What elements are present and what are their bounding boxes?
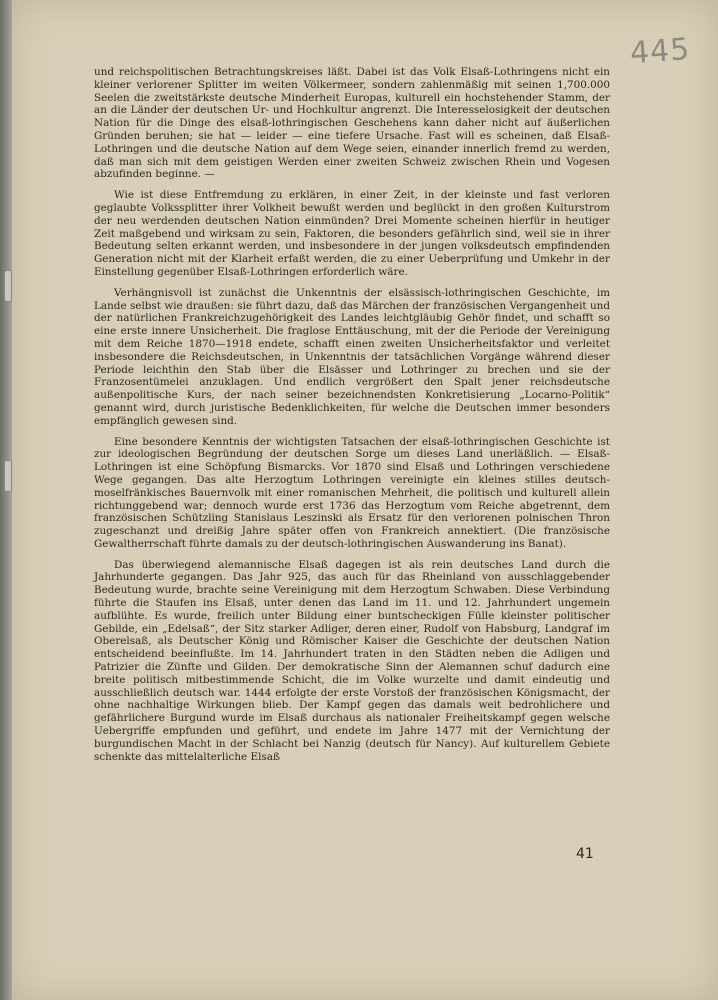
handwritten-number: 445 (628, 31, 692, 72)
page-number: 41 (576, 846, 594, 862)
binding-edge (0, 0, 12, 1000)
staple-top (4, 270, 12, 302)
staple-bottom (4, 460, 12, 492)
paragraph-3: Verhängnisvoll ist zunächst die Unkenntnis der elsässisch-lothringischen Geschichte, im Lande selbst wie draußen: sie führt dazu, daß das Märchen der französischen Vergangenheit und der natürlichen Frankreichzugehörigkeit des Landes leichtgläubig Gehör findet, und schafft so eine erste innere Unsicherheit. Die fraglose Enttäuschung, mit der die Periode der Vereinigung mit dem Reiche 1870—1918 endete, schafft einen zweiten Unsicherheitsfaktor und verleitet insbesondere die Reichsdeutschen, in Unkenntnis der tatsächlichen Vorgänge während dieser Periode leichthin den Stab über die Elsässer und Lothringer zu brechen und sie der Franzosentümelei anzuklagen. Und endlich vergrößert den Spalt jener reichsdeutsche außenpolitische Kurs, der nach seiner bezeichnendsten Konkretisierung „Locarno-Politik“ genannt wird, durch juristische Bedenklichkeiten, für welche die Deutschen immer besonders empfänglich gewesen sind. (94, 286, 610, 427)
paragraph-1: und reichspolitischen Betrachtungskreises läßt. Dabei ist das Volk Elsaß-Lothringens nicht ein kleiner verlorener Splitter im weiten Völkermeer, sondern zahlenmäßig mit seinen 1,700.000 Seelen die zweitstärkste deutsche Minderheit Europas, kulturell ein hochstehender Stamm, der an die Länder der deutschen Ur- und Hochkultur angrenzt. Die Interesselosigkeit der deutschen Nation für die Dinge des elsaß-lothringischen Geschehens kann daher nicht auf äußerlichen Gründen beruhen; sie hat — leider — eine tiefere Ursache. Fast will es scheinen, daß Elsaß-Lothringen und die deutsche Nation auf dem Wege seien, einander innerlich fremd zu werden, daß man sich mit dem geistigen Werden einer zweiten Schweiz zwischen Rhein und Vogesen abzufinden beginne. — (94, 66, 610, 181)
paragraph-4: Eine besondere Kenntnis der wichtigsten Tatsachen der elsaß-lothringischen Geschichte ist zur ideologischen Begründung der deutschen Sorge um dieses Land unerläßlich. — Elsaß-Lothringen ist eine Schöpfung Bismarcks. Vor 1870 sind Elsaß und Lothringen verschiedene Wege gegangen. Das alte Herzogtum Lothringen vereinigte ein kleines stilles deutsch-moselfränkisches Bauernvolk mit einer romanischen Mehrheit, die politisch und kulturell allein richtunggebend war; dennoch wurde erst 1736 das Herzogtum vom Reiche abgetrennt, dem französischen Schützling Stanislaus Leszinski als Ersatz für den verlorenen polnischen Thron zugeschanzt und dreißig Jahre später offen von Frankreich annektiert. (Die französische Gewaltherrschaft führte damals zu der deutsch-lothringischen Auswanderung ins Banat). (94, 435, 610, 550)
paragraph-2: Wie ist diese Entfremdung zu erklären, in einer Zeit, in der kleinste und fast verloren geglaubte Volkssplitter ihrer Volkheit bewußt werden und beglückt in den großen Kulturstrom der neu werdenden deutschen Nation einmünden? Drei Momente scheinen hierfür in heutiger Zeit maßgebend und wirksam zu sein, Faktoren, die besonders gefährlich sind, weil sie in ihrer Bedeutung selten erkannt werden, und insbesondere in der jungen volksdeutsch empfindenden Generation nicht mit der Klarheit erfaßt werden, die zu einer Ueberprüfung und Umkehr in der Einstellung gegenüber Elsaß-Lothringen erforderlich wäre. (94, 189, 610, 278)
paragraph-5: Das überwiegend alemannische Elsaß dagegen ist als rein deutsches Land durch die Jahrhunderte gegangen. Das Jahr 925, das auch für das Rheinland von ausschlaggebender Bedeutung wurde, brachte seine Vereinigung mit dem Herzogtum Schwaben. Diese Verbindung führte die Staufen ins Elsaß, unter denen das Land im 11. und 12. Jahrhundert ungemein aufblühte. Es wurde, freilich unter Bildung einer buntscheckigen Fülle kleinster politischer Gebilde, ein „Edelsaß“, der Sitz starker Adliger, deren einer, Rudolf von Habsburg, Landgraf im Oberelsaß, als Deutscher König und Römischer Kaiser die Geschichte der deutschen Nation entscheidend beeinflußte. Im 14. Jahrhundert traten in den Städten neben die Adligen und Patrizier die Zünfte und Gilden. Der demokratische Sinn der Alemannen schuf dadurch eine breite politisch mitbestimmende Schicht, die im Volke wurzelte und damit eindeutig und ausschließlich deutsch war. 1444 erfolgte der erste Vorstoß der französischen Königsmacht, der ohne nachhaltige Wirkungen blieb. Der Kampf gegen das damals weit bedrohlichere und gefährlichere Burgund wurde im Elsaß durchaus als nationaler Freiheitskampf gegen welsche Uebergriffe empfunden und geführt, und endete im Jahre 1477 mit der Vernichtung der burgundischen Macht in der Schlacht bei Nanzig (deutsch für Nancy). Auf kulturellem Gebiete schenkte das mittelalterliche Elsaß (94, 558, 610, 763)
book-page (12, 0, 718, 1000)
body-text (94, 66, 610, 771)
